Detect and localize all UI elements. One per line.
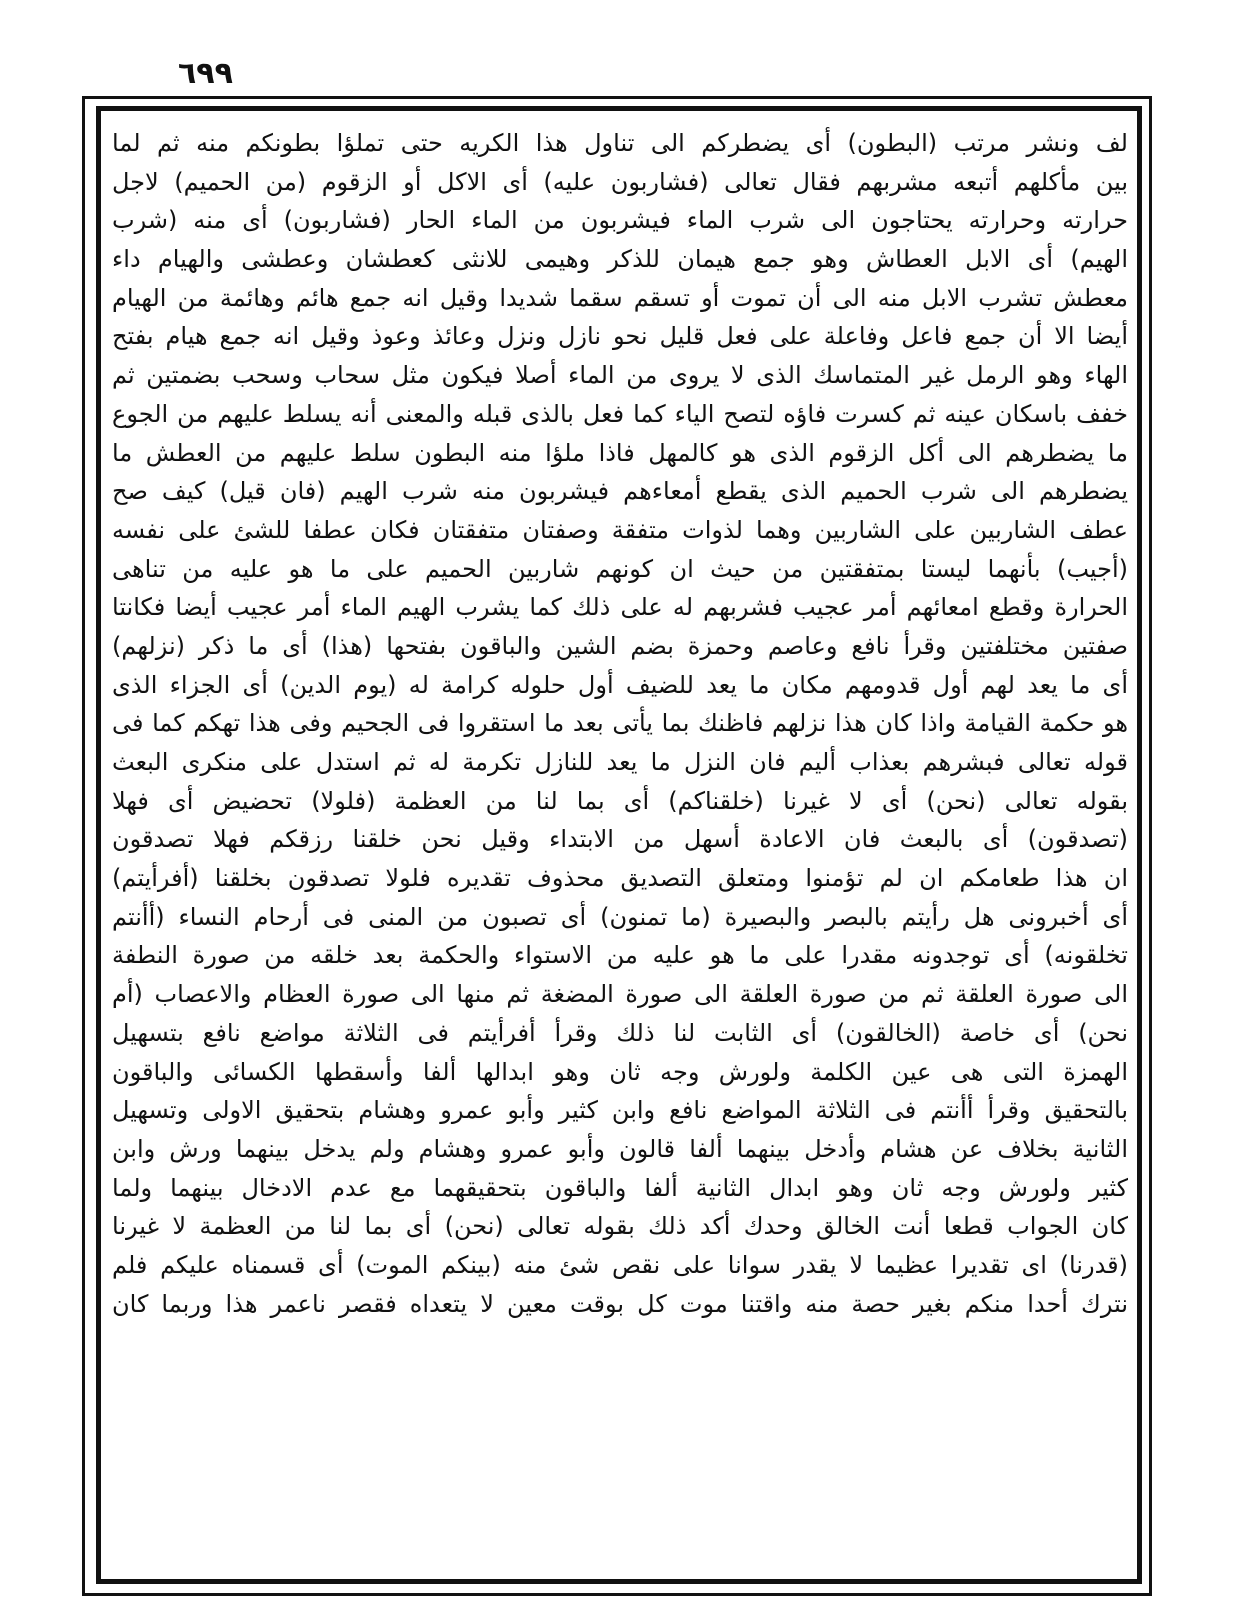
text-line: كثير ولورش وجه ثان وهو ابدال الثانية ألفا والباقون بتحقيقهما مع عدم الادخال بينهما ولما	[112, 1173, 1128, 1202]
text-line: أيضا الا أن جمع فاعل وفاعلة على فعل قليل نحو نازل ونزل وعائذ وعوذ وقيل انه جمع هيام بفتح	[112, 322, 1128, 351]
text-line: ما يضطرهم الى أكل الزقوم الذى هو كالمهل فاذا ملؤا منه البطون سلط عليهم من العطش ما	[112, 438, 1128, 467]
text-line: عطف الشاربين على الشاربين وهما لذوات متفقة وصفتان متفقتان فكان عطفا للشئ على نفسه	[112, 515, 1128, 544]
text-line: يضطرهم الى شرب الحميم الذى يقطع أمعاءهم فيشربون منه شرب الهيم (فان قيل) كيف صح	[112, 477, 1128, 506]
text-line: الحرارة وقطع امعائهم أمر عجيب فشربهم له على ذلك كما يشرب الهيم الماء أمر عجيب أيضا فكانتا	[112, 593, 1128, 622]
text-line: أى ما يعد لهم أول قدومهم مكان ما يعد للضيف أول حلوله كرامة له (يوم الدين) أى الجزاء الذى	[112, 670, 1128, 699]
text-line: الهاء وهو الرمل غير المتماسك الذى لا يروى من الماء أصلا فيكون مثل سحاب وسحب بضمتين ثم	[112, 361, 1128, 390]
page-number: ٦٩٩	[178, 56, 233, 91]
text-line: بالتحقيق وقرأ أأنتم فى الثلاثة المواضع نافع وابن كثير وأبو عمرو وهشام بتحقيق الاولى وتسهيل	[112, 1096, 1128, 1125]
text-line: (قدرنا) اى تقديرا عظيما لا يقدر سوانا على نقص شئ منه (بينكم الموت) أى قسمناه عليكم فلم	[112, 1250, 1128, 1279]
text-line: قوله تعالى فبشرهم بعذاب أليم فان النزل ما يعد للنازل تكرمة له ثم استدل على منكرى البعث	[112, 748, 1128, 776]
text-line: لف ونشر مرتب (البطون) أى يضطركم الى تناول هذا الكريه حتى تملؤا بطونكم منه ثم لما	[112, 129, 1128, 157]
text-line: الهيم) أى الابل العطاش وهو جمع هيمان للذكر وهيمى للانثى كعطشان وعطشى والهيام داء	[112, 245, 1128, 274]
text-line: الهمزة التى هى عين الكلمة ولورش وجه ثان وهو ابدالها ألفا وأسقطها الكسائى والباقون	[112, 1057, 1128, 1086]
text-line: نترك أحدا منكم بغير حصة منه واقتنا موت كل بوقت معين لا يتعداه فقصر ناعمر هذا وربما كان	[112, 1289, 1128, 1318]
text-line: كان الجواب قطعا أنت الخالق وحدك أكد ذلك بقوله تعالى (نحن) أى بما لنا من العظمة لا غيرنا	[112, 1212, 1128, 1241]
text-line: بين مأكلهم أتبعه مشربهم فقال تعالى (فشاربون عليه) أى الاكل أو الزقوم (من الحميم) لاجل	[112, 167, 1128, 196]
text-line: بقوله تعالى (نحن) أى لا غيرنا (خلقناكم) أى بما لنا من العظمة (فلولا) تحضيض أى فهلا	[112, 786, 1128, 815]
text-line: أى أخبرونى هل رأيتم بالبصر والبصيرة (ما تمنون) أى تصبون من المنى فى أرحام النساء (أأنتم	[112, 902, 1128, 931]
text-line: (تصدقون) أى بالبعث فان الاعادة أسهل من الابتداء وقيل نحن خلقنا رزقكم فهلا تصدقون	[112, 825, 1128, 854]
text-line: معطش تشرب الابل منه الى أن تموت أو تسقم سقما شديدا وقيل انه جمع هائم وهائمة من الهيام	[112, 283, 1128, 312]
text-line: هو حكمة القيامة واذا كان هذا نزلهم فاظنك بما يأتى بعد ما استقروا فى الجحيم وفى هذا تهكم كما فى	[112, 709, 1128, 738]
text-line: خفف باسكان عينه ثم كسرت فاؤه لتصح الياء كما فعل بالذى قبله والمعنى أنه يسلط عليهم من الجوع	[112, 399, 1128, 428]
text-line: الثانية بخلاف عن هشام وأدخل بينهما ألفا قالون وأبو عمرو وهشام ولم يدخل بينهما ورش وابن	[112, 1134, 1128, 1163]
text-line: (أجيب) بأنهما ليستا بمتفقتين من حيث ان كونهم شاربين الحميم على ما هو عليه من تناهى	[112, 554, 1128, 583]
text-line: الى صورة العلقة ثم من صورة العلقة الى صورة المضغة ثم منها الى صورة العظام والاعصاب (أم	[112, 980, 1128, 1009]
text-line: صفتين مختلفتين وقرأ نافع وعاصم وحمزة بضم الشين والباقون بفتحها (هذا) أى ما ذكر (نزلهم)	[112, 631, 1128, 660]
text-block	[112, 124, 1128, 1580]
text-line: نحن) أى خاصة (الخالقون) أى الثابت لنا ذلك وقرأ أفرأيتم فى الثلاثة مواضع نافع بتسهيل	[112, 1018, 1128, 1047]
text-line: حرارته وحرارته يحتاجون الى شرب الماء فيشربون من الماء الحار (فشاربون) أى منه (شرب	[112, 206, 1128, 235]
text-line: ان هذا طعامكم ان لم تؤمنوا ومتعلق التصديق محذوف تقديره فلولا تصدقون بخلقنا (أفرأيتم)	[112, 864, 1128, 893]
text-line: تخلقونه) أى توجدونه مقدرا على ما هو عليه من الاستواء والحكمة بعد خلقه من صورة النطفة	[112, 941, 1128, 970]
